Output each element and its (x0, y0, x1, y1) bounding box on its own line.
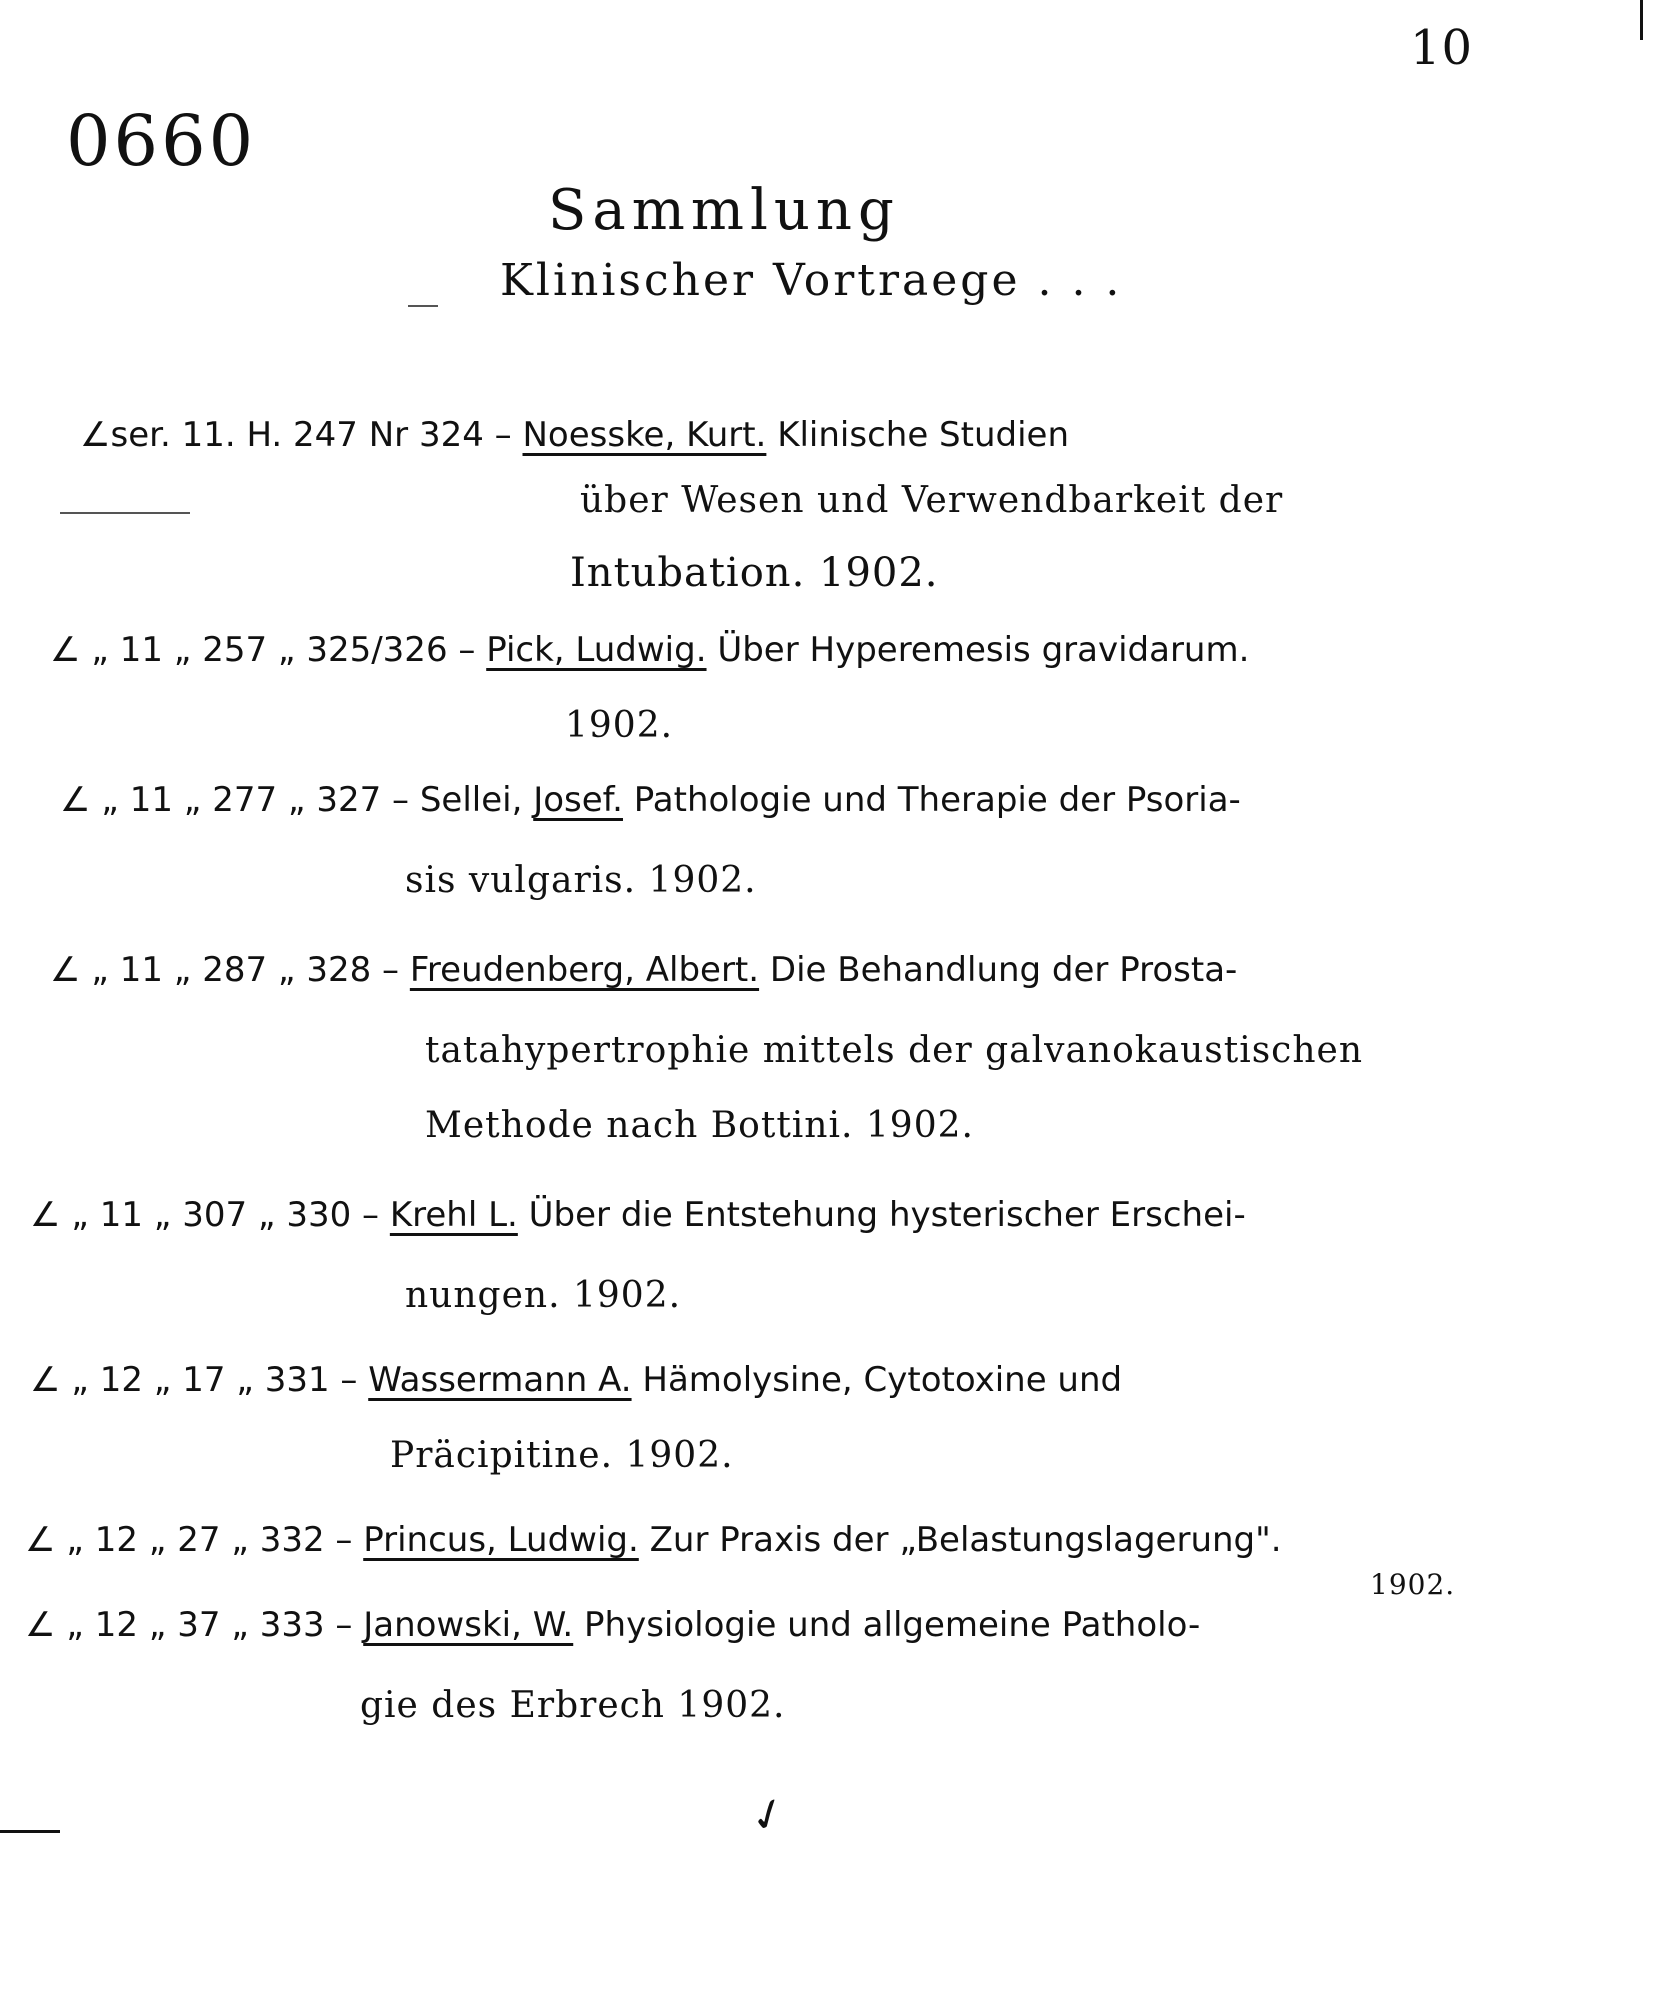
shelf-mark: ∠ „ 11 „ 257 „ 325/326 – (50, 630, 476, 670)
work-title: Über die Entstehung hysterischer Erschei- (528, 1195, 1246, 1235)
shelf-mark: ∠ „ 12 „ 17 „ 331 – (30, 1360, 358, 1400)
entry-janowski (25, 1605, 1200, 1645)
work-title: Zur Praxis der „Belastungslagerung". (649, 1520, 1282, 1560)
entry-continuation: über Wesen und Verwendbarkeit der (580, 480, 1284, 521)
shelf-mark: ∠ „ 11 „ 307 „ 330 – (30, 1195, 380, 1235)
entry-continuation: Methode nach Bottini. 1902. (425, 1105, 974, 1146)
work-title: Hämolysine, Cytotoxine und (642, 1360, 1123, 1400)
stray-mark (60, 512, 190, 514)
author: Freudenberg, Albert. (409, 950, 760, 990)
shelf-mark: ∠ „ 11 „ 277 „ 327 – Sellei, (60, 780, 523, 820)
page-number: 10 (1410, 20, 1474, 76)
author: Krehl L. (389, 1195, 518, 1235)
shelf-mark: ∠ „ 11 „ 287 „ 328 – (50, 950, 400, 990)
author: Princus, Ludwig. (363, 1520, 639, 1560)
work-title: Klinische Studien (777, 415, 1070, 455)
series-subtitle: Klinischer Vortraege . . . (500, 255, 1123, 306)
entry-continuation: gie des Erbrech 1902. (360, 1685, 786, 1726)
check-mark-icon: ✓ (742, 1785, 795, 1846)
author: Noesske, Kurt. (522, 415, 767, 455)
author: Wassermann A. (368, 1360, 632, 1400)
entry-freudenberg (50, 950, 1237, 990)
work-title: Physiologie und allgemeine Patholo- (584, 1605, 1201, 1645)
entry-krehl (30, 1195, 1246, 1235)
shelf-mark: ∠ „ 12 „ 27 „ 332 – (25, 1520, 353, 1560)
entry-princus (25, 1520, 1282, 1560)
work-title: Pathologie und Therapie der Psoria- (633, 780, 1241, 820)
entry-continuation: Präcipitine. 1902. (390, 1435, 734, 1476)
entry-continuation: sis vulgaris. 1902. (405, 860, 757, 901)
entry-wassermann (30, 1360, 1122, 1400)
entry-continuation: 1902. (565, 705, 674, 746)
catalog-number: 0660 (66, 100, 257, 182)
work-title: Über Hyperemesis gravidarum. (717, 630, 1250, 670)
entry-pick (50, 630, 1249, 670)
entry-continuation: tatahypertrophie mittels der galvanokaustischen (425, 1030, 1364, 1071)
entry-noesske (80, 415, 1069, 455)
stray-mark (408, 305, 438, 307)
entry-continuation: nungen. 1902. (405, 1275, 682, 1316)
entry-continuation: Intubation. 1902. (570, 550, 939, 596)
author: Josef. (533, 780, 623, 820)
entry-continuation: 1902. (1370, 1568, 1456, 1601)
entry-sellei (60, 780, 1241, 820)
scan-edge-mark (1640, 0, 1643, 40)
shelf-mark: ∠ „ 12 „ 37 „ 333 – (25, 1605, 353, 1645)
series-title: Sammlung (548, 178, 900, 243)
author: Janowski, W. (363, 1605, 574, 1645)
shelf-mark: ∠ser. 11. H. 247 Nr 324 – (80, 415, 512, 455)
author: Pick, Ludwig. (486, 630, 707, 670)
scan-edge-mark (0, 1830, 60, 1833)
work-title: Die Behandlung der Prosta- (769, 950, 1238, 990)
